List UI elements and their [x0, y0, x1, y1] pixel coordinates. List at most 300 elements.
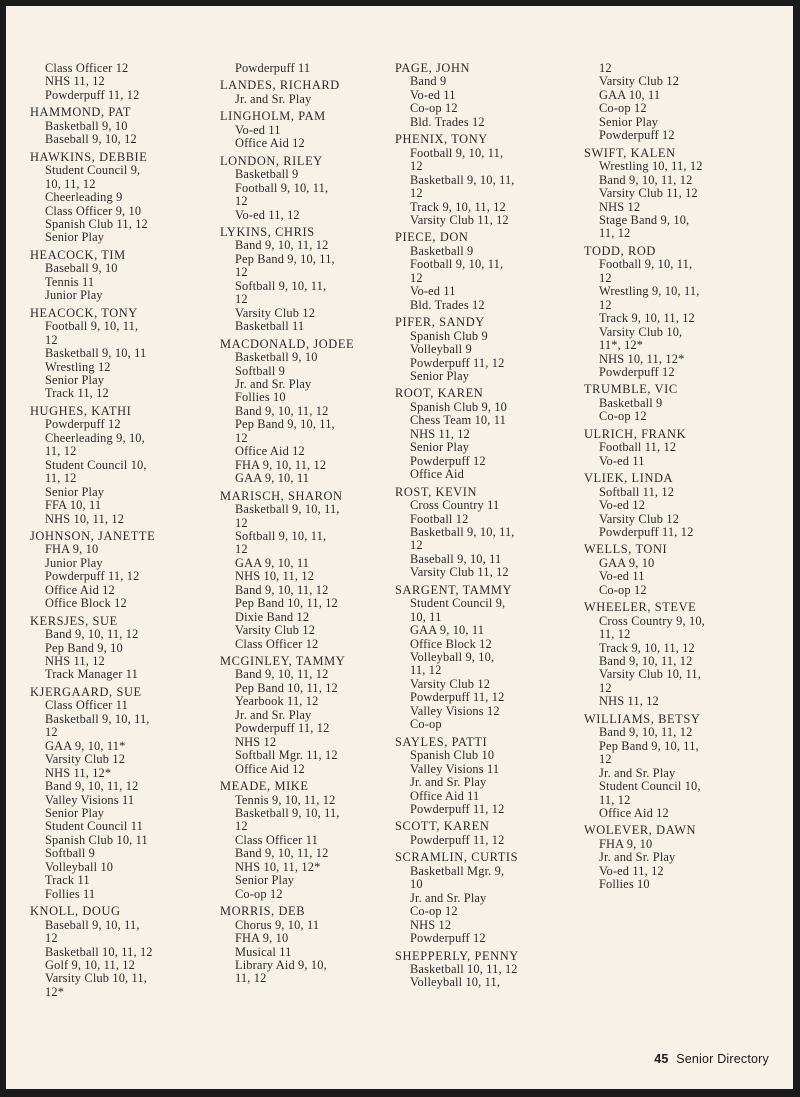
activity-item: Office Block 12 — [410, 636, 492, 651]
activity-item: Powderpuff 11, 12 — [410, 802, 505, 817]
activity-item: Jr. and Sr. Play — [599, 850, 676, 865]
activity-item: Basketball 10, 11, 12 — [45, 944, 153, 959]
student-entry — [395, 950, 575, 990]
activity-item: Student Council 10, — [599, 779, 701, 794]
activity-item: Softball 11, 12 — [599, 484, 675, 499]
activity-item: Track Manager 11 — [45, 667, 139, 682]
activity-item: Jr. and Sr. Play — [235, 376, 312, 391]
activity-item: Varsity Club 10, — [599, 324, 683, 339]
student-name: HEACOCK, TONY — [30, 305, 138, 320]
activity-item: FHA 9, 10 — [45, 542, 99, 557]
activity-item: Volleyball 9 — [410, 342, 472, 357]
activity-item: 12 — [235, 265, 248, 280]
student-entry — [395, 231, 575, 312]
activity-item: Dixie Band 12 — [235, 609, 310, 624]
activity-item: Track 9, 10, 11, 12 — [599, 311, 695, 326]
activity-item: Varsity Club 12 — [410, 676, 491, 691]
activity-item: Volleyball 10, 11, — [410, 975, 501, 990]
student-entry — [584, 713, 764, 821]
activity-item: Basketball 9, 10, 11, — [45, 711, 150, 726]
activity-item: Co-op 12 — [235, 886, 283, 901]
activity-item: NHS 11, 12 — [45, 74, 105, 89]
activity-item: Varsity Club 12 — [45, 752, 126, 767]
page-footer — [654, 1052, 769, 1066]
student-name: JOHNSON, JANETTE — [30, 528, 156, 543]
activity-item: Band 9, 10, 11, 12 — [235, 238, 329, 253]
student-entry — [584, 824, 764, 891]
activity-item: Powderpuff 12 — [599, 128, 675, 143]
activity-item: Vo-ed 11 — [235, 122, 281, 137]
student-name: WHEELER, STEVE — [584, 600, 697, 615]
activity-item: Bld. Trades 12 — [410, 114, 485, 129]
activity-item: Senior Play — [410, 368, 470, 383]
activity-item: Bld. Trades 12 — [410, 297, 485, 312]
activity-item: Football 9, 10, 11, — [410, 257, 504, 272]
student-name: MARISCH, SHARON — [220, 488, 343, 503]
activity-item: GAA 9, 10 — [599, 555, 655, 570]
student-entry — [220, 79, 400, 106]
activity-item: FFA 10, 11 — [45, 498, 102, 513]
activity-item: 12 — [599, 752, 612, 767]
student-entry — [395, 387, 575, 481]
activity-item: Track 11 — [45, 873, 90, 888]
activity-item: Jr. and Sr. Play — [410, 890, 487, 905]
activity-item: Basketball 10, 11, 12 — [410, 962, 518, 976]
activity-item: Band 9, 10, 11, 12 — [599, 654, 693, 669]
activity-item: Senior Play — [410, 440, 470, 455]
activity-item: Powderpuff 12 — [410, 453, 486, 468]
activity-item: 12 — [410, 538, 423, 553]
activity-item: 12 — [410, 270, 423, 285]
student-name: WELLS, TONI — [584, 542, 668, 557]
student-entry — [584, 147, 764, 241]
activity-item: Spanish Club 11, 12 — [45, 216, 148, 231]
activity-item: Band 9 — [410, 74, 447, 89]
activity-item: Student Council 9, — [410, 596, 506, 611]
activity-item: Softball 9 — [235, 363, 286, 378]
activity-item: Chess Team 10, 11 — [410, 413, 506, 428]
directory-column-2 — [220, 62, 400, 990]
activity-item: 12 — [410, 159, 423, 174]
activity-item: GAA 9, 10, 11* — [45, 738, 126, 753]
activity-item: Powderpuff 11, 12 — [45, 87, 140, 102]
activity-item: Powderpuff 11, 12 — [410, 690, 505, 705]
student-entry — [220, 338, 400, 486]
activity-item: Vo-ed 12 — [599, 498, 646, 513]
activity-item: Varsity Club 12 — [599, 74, 680, 89]
activity-item: 11, 12 — [235, 971, 267, 986]
student-name: ROOT, KAREN — [395, 386, 484, 401]
student-name: HEACOCK, TIM — [30, 247, 126, 262]
activity-item: GAA 9, 10, 11 — [410, 623, 485, 638]
activity-item: Co-op 12 — [410, 101, 458, 116]
student-name: PIFER, SANDY — [395, 315, 485, 330]
activity-item: Basketball 9 — [599, 395, 663, 410]
activity-item: Football 9, 10, 11, — [45, 319, 139, 334]
student-name: TRUMBLE, VIC — [584, 382, 678, 397]
activity-item: Class Officer 12 — [235, 636, 319, 651]
student-entry — [30, 530, 210, 611]
activity-item: Class Officer 12 — [45, 61, 129, 75]
directory-column-4 — [584, 62, 764, 896]
activity-item: Football 9, 10, 11, — [599, 257, 693, 272]
activity-item: 12 — [235, 292, 248, 307]
student-entry — [220, 490, 400, 651]
activity-item: Football 9, 10, 11, — [235, 180, 329, 195]
activity-item: Chorus 9, 10, 11 — [235, 917, 320, 932]
student-name: MCGINLEY, TAMMY — [220, 654, 346, 669]
student-entry — [220, 905, 400, 986]
activity-item: Tennis 11 — [45, 274, 95, 289]
activity-item: Powderpuff 12 — [410, 931, 486, 946]
activity-item: NHS 10, 11, 12 — [235, 569, 315, 584]
activity-item: Basketball Mgr. 9, — [410, 863, 505, 878]
section-title: Senior Directory — [676, 1052, 769, 1066]
activity-item: NHS 11, 12 — [45, 654, 105, 669]
student-entry — [220, 655, 400, 776]
activity-item: Basketball 9, 10, 11, — [235, 502, 340, 517]
activity-item: Class Officer 11 — [235, 832, 318, 847]
student-name: SCOTT, KAREN — [395, 819, 490, 834]
activity-item: 12 — [45, 725, 58, 740]
activity-item: Class Officer 9, 10 — [45, 203, 142, 218]
activity-item: Jr. and Sr. Play — [235, 707, 312, 722]
activity-item: NHS 11, 12 — [599, 694, 659, 709]
activity-item: Co-op 12 — [599, 582, 647, 597]
activity-item: Jr. and Sr. Play — [599, 765, 676, 780]
activity-item: Powderpuff 11 — [235, 61, 311, 75]
activity-item: Softball Mgr. 11, 12 — [235, 748, 338, 763]
activity-item: Vo-ed 11 — [599, 569, 645, 584]
activity-item: Follies 10 — [235, 390, 286, 405]
activity-item: Basketball 11 — [235, 319, 305, 334]
activity-item: Wrestling 12 — [45, 359, 111, 374]
activity-item: 12 — [599, 680, 612, 695]
activity-item: Junior Play — [45, 555, 103, 570]
activity-item: Cheerleading 9 — [45, 190, 123, 205]
activity-item: Band 9, 10, 11, 12 — [599, 172, 693, 187]
activity-item: NHS 10, 11, 12 — [45, 511, 125, 526]
activity-item: Pep Band 9, 10, 11, — [599, 738, 699, 753]
activity-item: 11, 12 — [599, 627, 631, 642]
activity-item: 12 — [235, 515, 248, 530]
activity-item: Varsity Club 10, 11, — [599, 667, 702, 682]
activity-item: Varsity Club 10, 11, — [45, 971, 148, 986]
student-entry — [30, 307, 210, 401]
activity-item: Office Aid 12 — [235, 761, 305, 776]
activity-item: NHS 12 — [235, 734, 277, 749]
student-entry — [395, 584, 575, 732]
student-entry — [584, 601, 764, 709]
activity-item: Band 9, 10, 11, 12 — [45, 779, 139, 794]
activity-item: Follies 11 — [45, 886, 96, 901]
activity-item: Co-op 12 — [410, 904, 458, 919]
activity-item: 11*, 12* — [599, 338, 644, 353]
activity-item: FHA 9, 10 — [235, 931, 289, 946]
student-entry — [30, 249, 210, 303]
student-entry — [395, 316, 575, 383]
activity-item: Pep Band 10, 11, 12 — [235, 596, 338, 611]
activity-item: Musical 11 — [235, 944, 292, 959]
activity-item: Wrestling 9, 10, 11, — [599, 284, 700, 299]
activity-item: Spanish Club 9, 10 — [410, 399, 508, 414]
activity-item: Pep Band 9, 10, 11, — [235, 251, 335, 266]
activity-item: Spanish Club 9 — [410, 328, 488, 343]
student-entry — [30, 686, 210, 901]
activity-item: Band 9, 10, 11, 12 — [235, 582, 329, 597]
student-name: MEADE, MIKE — [220, 779, 309, 794]
activity-item: NHS 11, 12 — [410, 426, 470, 441]
activity-item: Pep Band 10, 11, 12 — [235, 680, 338, 695]
student-name: ULRICH, FRANK — [584, 426, 687, 441]
activity-item: Spanish Club 10, 11 — [45, 832, 148, 847]
activity-item: GAA 9, 10, 11 — [235, 555, 310, 570]
activity-item: Pep Band 9, 10, 11, — [235, 417, 335, 432]
student-entry — [220, 780, 400, 901]
activity-item: 11, 12 — [599, 792, 631, 807]
activity-item: Senior Play — [45, 230, 105, 245]
student-entry — [584, 428, 764, 468]
activity-item: NHS 12 — [410, 917, 452, 932]
student-name: WOLEVER, DAWN — [584, 823, 697, 838]
student-entry — [584, 383, 764, 423]
student-name: HAWKINS, DEBBIE — [30, 149, 148, 164]
student-name: LINGHOLM, PAM — [220, 109, 326, 124]
student-name: KJERGAARD, SUE — [30, 684, 142, 699]
activity-item: Office Aid 11 — [410, 788, 480, 803]
student-entry — [395, 820, 575, 847]
activity-item: Volleyball 9, 10, — [410, 650, 495, 665]
activity-item: FHA 9, 10, 11, 12 — [235, 457, 327, 472]
student-name: LYKINS, CHRIS — [220, 224, 315, 239]
activity-item: 12 — [235, 194, 248, 209]
activity-item: Basketball 9 — [235, 167, 299, 182]
student-name: PAGE, JOHN — [395, 61, 471, 75]
activity-item: Varsity Club 11, 12 — [410, 212, 509, 227]
activity-item: Baseball 9, 10, 11, — [45, 917, 140, 932]
student-entry — [30, 405, 210, 526]
student-entry — [30, 106, 210, 146]
activity-item: FHA 9, 10 — [599, 836, 653, 851]
activity-item: NHS 12 — [599, 199, 641, 214]
student-name: HAMMOND, PAT — [30, 105, 132, 120]
yearbook-page — [6, 6, 793, 1089]
activity-item: Senior Play — [599, 114, 659, 129]
activity-item: Cheerleading 9, 10, — [45, 430, 145, 445]
activity-item: Vo-ed 11 — [410, 284, 456, 299]
activity-item: Yearbook 11, 12 — [235, 694, 319, 709]
page-number: 45 — [654, 1052, 669, 1066]
student-name: SWIFT, KALEN — [584, 145, 676, 160]
activity-item: Class Officer 11 — [45, 698, 128, 713]
activity-item: Jr. and Sr. Play — [410, 775, 487, 790]
activity-item: Band 9, 10, 11, 12 — [45, 627, 139, 642]
student-entry — [395, 133, 575, 227]
activity-item: 10 — [410, 877, 423, 892]
activity-item: Basketball 9, 10 — [45, 118, 128, 133]
student-entry — [395, 62, 575, 129]
student-name: PIECE, DON — [395, 230, 469, 245]
activity-item: GAA 9, 10, 11 — [235, 471, 310, 486]
student-entry — [220, 62, 400, 75]
student-name: HUGHES, KATHI — [30, 403, 132, 418]
activity-item: GAA 10, 11 — [599, 87, 661, 102]
activity-item: 11, 12 — [45, 444, 77, 459]
student-name: ROST, KEVIN — [395, 484, 478, 499]
activity-item: Student Council 10, — [45, 457, 147, 472]
activity-item: 11, 12 — [45, 471, 77, 486]
activity-item: Follies 10 — [599, 877, 650, 892]
activity-item: Band 9, 10, 11, 12 — [599, 725, 693, 740]
activity-item: 10, 11 — [410, 609, 442, 624]
activity-item: Varsity Club 12 — [599, 511, 680, 526]
activity-item: NHS 10, 11, 12* — [235, 859, 321, 874]
activity-item: Band 9, 10, 11, 12 — [235, 403, 329, 418]
activity-item: Stage Band 9, 10, — [599, 212, 690, 227]
student-name: SAYLES, PATTI — [395, 734, 488, 749]
activity-item: Office Block 12 — [45, 596, 127, 611]
activity-item: Football 9, 10, 11, — [410, 145, 504, 160]
student-entry — [30, 62, 210, 102]
student-entry — [220, 226, 400, 334]
activity-item: Office Aid 12 — [235, 444, 305, 459]
activity-item: Basketball 9, 10, 11, — [410, 524, 515, 539]
activity-item: Powderpuff 11, 12 — [235, 721, 330, 736]
activity-item: Baseball 9, 10, 12 — [45, 132, 137, 147]
student-name: PHENIX, TONY — [395, 132, 488, 147]
activity-item: Tennis 9, 10, 11, 12 — [235, 792, 336, 807]
activity-item: Football 12 — [410, 511, 469, 526]
activity-item: 12 — [599, 61, 612, 75]
activity-item: 12 — [235, 430, 248, 445]
directory-column-3 — [395, 62, 575, 994]
student-entry — [584, 62, 764, 143]
student-name: KNOLL, DOUG — [30, 904, 121, 919]
activity-item: Track 11, 12 — [45, 386, 109, 401]
student-name: TODD, ROD — [584, 243, 656, 258]
activity-item: Softball 9, 10, 11, — [235, 528, 327, 543]
activity-item: 11, 12 — [410, 663, 442, 678]
student-name: MACDONALD, JODEE — [220, 336, 355, 351]
activity-item: Baseball 9, 10 — [45, 261, 118, 276]
activity-item: Vo-ed 11, 12 — [235, 207, 300, 222]
activity-item: Senior Play — [235, 873, 295, 888]
activity-item: Student Council 11 — [45, 819, 143, 834]
activity-item: 12 — [599, 297, 612, 312]
activity-item: Junior Play — [45, 288, 103, 303]
activity-item: 12 — [235, 542, 248, 557]
activity-item: Co-op 12 — [599, 409, 647, 424]
activity-item: Co-op — [410, 717, 442, 732]
activity-item: Senior Play — [45, 372, 105, 387]
activity-item: Valley Visions 12 — [410, 703, 500, 718]
activity-item: Softball 9 — [45, 846, 96, 861]
activity-item: Varsity Club 12 — [235, 623, 316, 638]
student-name: KERSJES, SUE — [30, 613, 118, 628]
student-name: VLIEK, LINDA — [584, 471, 674, 486]
activity-item: Powderpuff 11, 12 — [45, 569, 140, 584]
student-entry — [584, 245, 764, 380]
student-name: SCRAMLIN, CURTIS — [395, 850, 519, 865]
student-entry — [30, 615, 210, 682]
activity-item: Office Aid — [410, 467, 464, 482]
activity-item: Track 9, 10, 11, 12 — [599, 640, 695, 655]
activity-item: Jr. and Sr. Play — [235, 91, 312, 106]
student-name: WILLIAMS, BETSY — [584, 711, 701, 726]
activity-item: Football 11, 12 — [599, 440, 677, 455]
student-entry — [395, 851, 575, 945]
activity-item: Vo-ed 11 — [599, 453, 645, 468]
student-entry — [395, 736, 575, 817]
activity-item: Vo-ed 11, 12 — [599, 863, 664, 878]
activity-item: Softball 9, 10, 11, — [235, 278, 327, 293]
directory-column-1 — [30, 62, 210, 1003]
activity-item: Senior Play — [45, 484, 105, 499]
student-name: SARGENT, TAMMY — [395, 582, 513, 597]
student-name: MORRIS, DEB — [220, 904, 306, 919]
activity-item: Student Council 9, — [45, 163, 141, 178]
activity-item: Basketball 9, 10, 11 — [45, 346, 147, 361]
activity-item: Valley Visions 11 — [410, 761, 500, 776]
activity-item: Office Aid 12 — [599, 806, 669, 821]
activity-item: 10, 11, 12 — [45, 176, 96, 191]
activity-item: Basketball 9, 10 — [235, 350, 318, 365]
activity-item: 12 — [235, 819, 248, 834]
activity-item: Office Aid 12 — [235, 136, 305, 151]
activity-item: Powderpuff 11, 12 — [410, 832, 505, 847]
activity-item: Cross Country 9, 10, — [599, 613, 705, 628]
activity-item: NHS 10, 11, 12* — [599, 351, 685, 366]
activity-item: Band 9, 10, 11, 12 — [235, 667, 329, 682]
activity-item: Spanish Club 10 — [410, 748, 495, 763]
activity-item: Library Aid 9, 10, — [235, 958, 327, 972]
activity-item: 12* — [45, 984, 65, 999]
activity-item: Vo-ed 11 — [410, 87, 456, 102]
student-entry — [395, 486, 575, 580]
student-name: SHEPPERLY, PENNY — [395, 948, 519, 963]
activity-item: Basketball 9 — [410, 243, 474, 258]
student-entry — [30, 151, 210, 245]
student-entry — [584, 472, 764, 539]
activity-item: Wrestling 10, 11, 12 — [599, 159, 703, 174]
activity-item: Valley Visions 11 — [45, 792, 135, 807]
student-entry — [220, 110, 400, 150]
student-entry — [30, 905, 210, 999]
activity-item: Co-op 12 — [599, 101, 647, 116]
activity-item: Varsity Club 11, 12 — [599, 186, 698, 201]
activity-item: Basketball 9, 10, 11, — [410, 172, 515, 187]
student-entry — [220, 155, 400, 222]
activity-item: Volleyball 10 — [45, 859, 114, 874]
activity-item: NHS 11, 12* — [45, 765, 112, 780]
activity-item: Golf 9, 10, 11, 12 — [45, 958, 136, 972]
activity-item: Office Aid 12 — [45, 582, 115, 597]
activity-item: Baseball 9, 10, 11 — [410, 551, 502, 566]
activity-item: Basketball 9, 10, 11, — [235, 806, 340, 821]
student-name: LANDES, RICHARD — [220, 78, 340, 93]
student-name: LONDON, RILEY — [220, 153, 323, 168]
activity-item: Track 9, 10, 11, 12 — [410, 199, 506, 214]
activity-item: Varsity Club 11, 12 — [410, 565, 509, 580]
activity-item: Powderpuff 11, 12 — [599, 524, 694, 539]
activity-item: Cross Country 11 — [410, 498, 500, 513]
activity-item: Powderpuff 12 — [599, 364, 675, 379]
activity-item: 11, 12 — [599, 226, 631, 241]
activity-item: Senior Play — [45, 806, 105, 821]
activity-item: 12 — [45, 332, 58, 347]
activity-item: Varsity Club 12 — [235, 305, 316, 320]
activity-item: Powderpuff 11, 12 — [410, 355, 505, 370]
